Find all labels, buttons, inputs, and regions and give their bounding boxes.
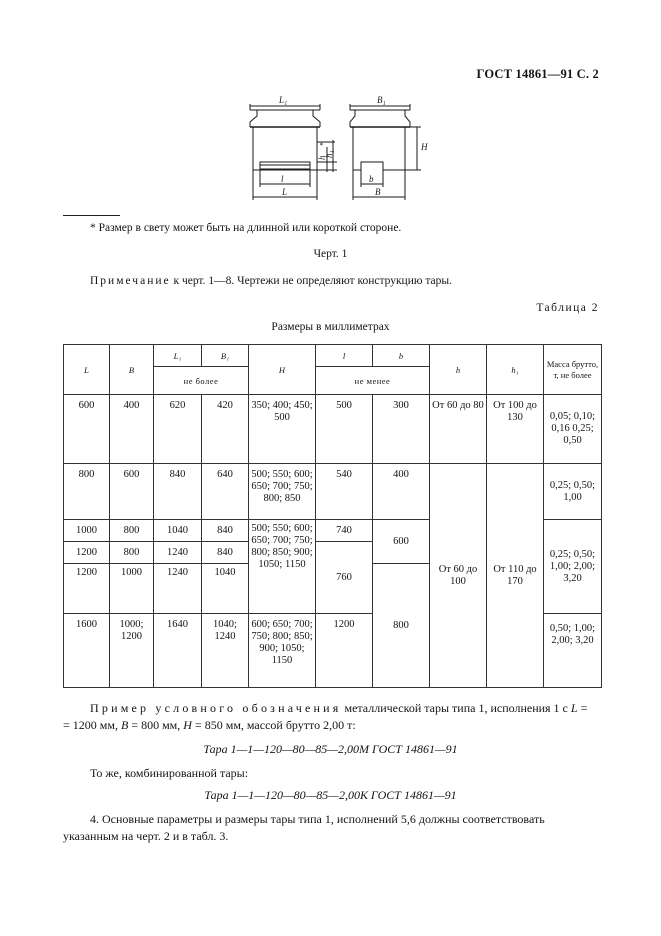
label-l: l xyxy=(281,174,284,184)
note-lead: Примечание xyxy=(90,275,171,287)
header-B1: B₁ xyxy=(202,345,249,367)
header-b: b xyxy=(373,345,430,367)
cell-B: 1000; 1200 xyxy=(110,614,154,688)
cell-L1: 620 xyxy=(154,395,202,464)
figure-caption: Черт. 1 xyxy=(313,248,348,260)
cell-l: 740 xyxy=(316,520,373,542)
cell-L: 1200 xyxy=(64,564,110,614)
cell-L: 1600 xyxy=(64,614,110,688)
cell-L1: 1240 xyxy=(154,564,202,614)
label-L: L xyxy=(282,187,288,197)
paragraph-4-line2: указанным на черт. 2 и в табл. 3. xyxy=(63,829,229,843)
cell-B1: 640 xyxy=(202,464,249,520)
cell-H: 350; 400; 450; 500 xyxy=(249,395,316,464)
cell-h: От 60 до 80 xyxy=(430,395,487,464)
cell-L: 800 xyxy=(64,464,110,520)
cell-b: 800 xyxy=(373,564,430,688)
front-left-lip xyxy=(250,110,257,127)
header-h: h xyxy=(430,345,487,395)
cell-mass: 0,25; 0,50; 1,00 xyxy=(544,464,602,520)
cell-h: От 60 до 100 xyxy=(430,464,487,688)
example-var-H: H xyxy=(183,718,192,732)
cell-mass: 0,05; 0,10; 0,16 0,25; 0,50 xyxy=(544,395,602,464)
side-body xyxy=(353,127,405,170)
cell-L1: 840 xyxy=(154,464,202,520)
table-row xyxy=(64,464,602,520)
cell-L1: 1240 xyxy=(154,542,202,564)
cell-h1: От 110 до 170 xyxy=(487,464,544,688)
label-h: h xyxy=(317,155,327,160)
header-h1: h₁ xyxy=(487,345,544,395)
label-star: * xyxy=(319,141,323,150)
example-var-B: B xyxy=(120,718,129,732)
cell-H: 500; 550; 600; 650; 700; 750; 800; 850; 900; 1050; 1150 xyxy=(249,520,316,614)
cell-mass: 0,50; 1,00; 2,00; 3,20 xyxy=(544,614,602,688)
cell-L: 600 xyxy=(64,395,110,464)
table-label: Таблица 2 xyxy=(536,302,599,314)
label-L1: L₁ xyxy=(279,95,288,105)
cell-L1: 1640 xyxy=(154,614,202,688)
cell-L1: 1040 xyxy=(154,520,202,542)
note-text: к черт. 1—8. Чертежи не определяют конструкцию тары. xyxy=(170,275,452,287)
example-line2-b: = 800 мм, xyxy=(128,718,184,732)
cell-B: 800 xyxy=(110,542,154,564)
dimensions-table xyxy=(63,344,602,688)
cell-H: 500; 550; 600; 650; 700; 750; 800; 850 xyxy=(249,464,316,520)
footnote: * Размер в свету может быть на длинной или короткой стороне. xyxy=(90,222,402,234)
example-paragraph-line2 xyxy=(63,718,356,733)
header-L: L xyxy=(64,345,110,395)
cell-b: 300 xyxy=(373,395,430,464)
cell-h1: От 100 до 130 xyxy=(487,395,544,464)
table-subtitle: Размеры в миллиметрах xyxy=(271,321,390,333)
header-mass: Масса брутто, т, не более xyxy=(544,345,602,395)
table-row xyxy=(64,395,602,464)
label-B1: B₁ xyxy=(377,95,386,105)
front-body xyxy=(253,127,317,170)
label-b: b xyxy=(369,174,374,184)
footnote-divider xyxy=(63,215,120,216)
cell-b: 400 xyxy=(373,464,430,520)
cell-l: 500 xyxy=(316,395,373,464)
front-right-lip xyxy=(313,110,320,127)
designation-metal: Тара 1—1—120—80—85—2,00М ГОСТ 14861—91 xyxy=(203,742,458,756)
cell-L: 1200 xyxy=(64,542,110,564)
cell-B1: 1040; 1240 xyxy=(202,614,249,688)
header-not-more: не более xyxy=(154,367,249,395)
cell-H: 600; 650; 700; 750; 800; 850; 900; 1050; 1150 xyxy=(249,614,316,688)
example-line2-a: = 1200 мм, xyxy=(63,718,121,732)
same-combined: То же, комбинированной тары: xyxy=(90,766,249,780)
cell-B1: 840 xyxy=(202,542,249,564)
example-paragraph xyxy=(90,701,587,716)
cell-b: 600 xyxy=(373,520,430,564)
example-text-2: = xyxy=(577,701,588,715)
page-header: ГОСТ 14861—91 С. 2 xyxy=(476,67,599,81)
header-B: B xyxy=(110,345,154,395)
example-line2-c: = 850 мм, массой брутто 2,00 т: xyxy=(191,718,356,732)
example-lead: Пример условного обозначения xyxy=(90,701,342,715)
header-l: l xyxy=(316,345,373,367)
header-not-less: не менее xyxy=(316,367,430,395)
paragraph-4-line1: 4. Основные параметры и размеры тары типа 1, исполнений 5,6 должны соответствовать xyxy=(90,812,545,826)
label-H: H xyxy=(421,142,428,152)
note xyxy=(90,275,452,287)
container-drawing xyxy=(235,92,435,212)
header-H: H xyxy=(249,345,316,395)
example-text-1: металлической тары типа 1, исполнения 1 с xyxy=(341,701,571,715)
cell-B1: 420 xyxy=(202,395,249,464)
cell-L: 1000 xyxy=(64,520,110,542)
example-var-L: L xyxy=(570,701,578,715)
label-B: B xyxy=(375,187,381,197)
cell-l: 540 xyxy=(316,464,373,520)
cell-B: 800 xyxy=(110,520,154,542)
label-h1: h₁ xyxy=(324,150,334,158)
cell-l: 1200 xyxy=(316,614,373,688)
cell-mass: 0,25; 0,50; 1,00; 2,00; 3,20 xyxy=(544,520,602,614)
designation-combined: Тара 1—1—120—80—85—2,00К ГОСТ 14861—91 xyxy=(204,788,457,802)
cell-B1: 840 xyxy=(202,520,249,542)
cell-B: 600 xyxy=(110,464,154,520)
cell-B: 1000 xyxy=(110,564,154,614)
header-L1: L₁ xyxy=(154,345,202,367)
cell-B: 400 xyxy=(110,395,154,464)
cell-l: 760 xyxy=(316,542,373,614)
cell-B1: 1040 xyxy=(202,564,249,614)
